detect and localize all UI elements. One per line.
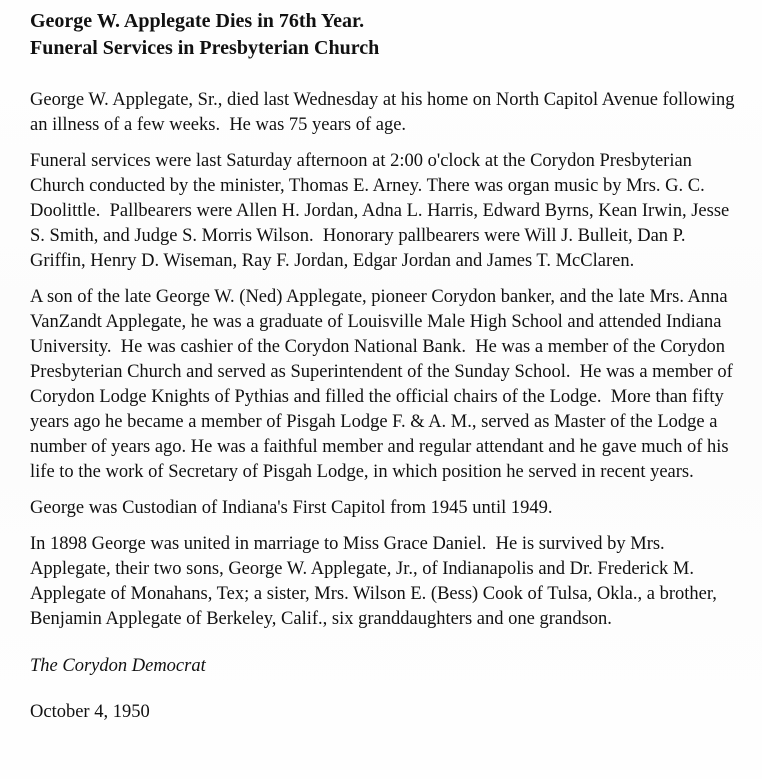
headline-line-1: George W. Applegate Dies in 76th Year. [30,10,365,32]
paragraph-custodian: George was Custodian of Indiana's First Capitol from 1945 until 1949. [30,498,553,518]
paragraph-survivors: In 1898 George was united in marriage to Miss Grace Daniel. He is survived by Mrs. Applegate, their two sons, George W. Applegate, Jr., of Indianapolis and Dr. Frederick M. Applegate of Monahans, Tex; a sister, Mrs. Wilson E. (Bess) Cook of Tulsa, Okla., a brother, Benjamin Applegate of Berkeley, Calif., six granddaughters and one grandson. [30,534,722,629]
paragraph-biography: A son of the late George W. (Ned) Applegate, pioneer Corydon banker, and the late Mrs. Anna VanZandt Applegate, he was a graduate of Louisville Male High School and attended Indiana University. He was cashier of the Corydon National Bank. He was a member of the Corydon Presbyterian Church and served as Superintendent of the Sunday School. He was a member of Corydon Lodge Knights of Pythias and filled the official chairs of the Lodge. More than fifty years ago he became a member of Pisgah Lodge F. & A. M., served as Master of the Lodge a number of years ago. He was a faithful member and regular attendant and he gave much of his life to the work of Secretary of Pisgah Lodge, in which position he served in recent years. [30,287,738,482]
publication-date: October 4, 1950 [30,702,150,722]
publication-source: The Corydon Democrat [30,656,206,676]
headline [30,8,740,62]
paragraph-funeral-services: Funeral services were last Saturday afternoon at 2:00 o'clock at the Corydon Presbyterian Church conducted by the minister, Thomas E. Arney. There was organ music by Mrs. G. C. Doolittle. Pallbearers were Allen H. Jordan, Adna L. Harris, Edward Byrns, Kean Irwin, Jesse S. Smith, and Judge S. Morris Wilson. Honorary pallbearers were Will J. Bulleit, Dan P. Griffin, Henry D. Wiseman, Ray F. Jordan, Edgar Jordan and James T. McClaren. [30,151,734,271]
paragraph-death-notice: George W. Applegate, Sr., died last Wednesday at his home on North Capitol Avenue following an illness of a few weeks. He was 75 years of age. [30,90,740,135]
headline-line-2: Funeral Services in Presbyterian Church [30,37,380,59]
